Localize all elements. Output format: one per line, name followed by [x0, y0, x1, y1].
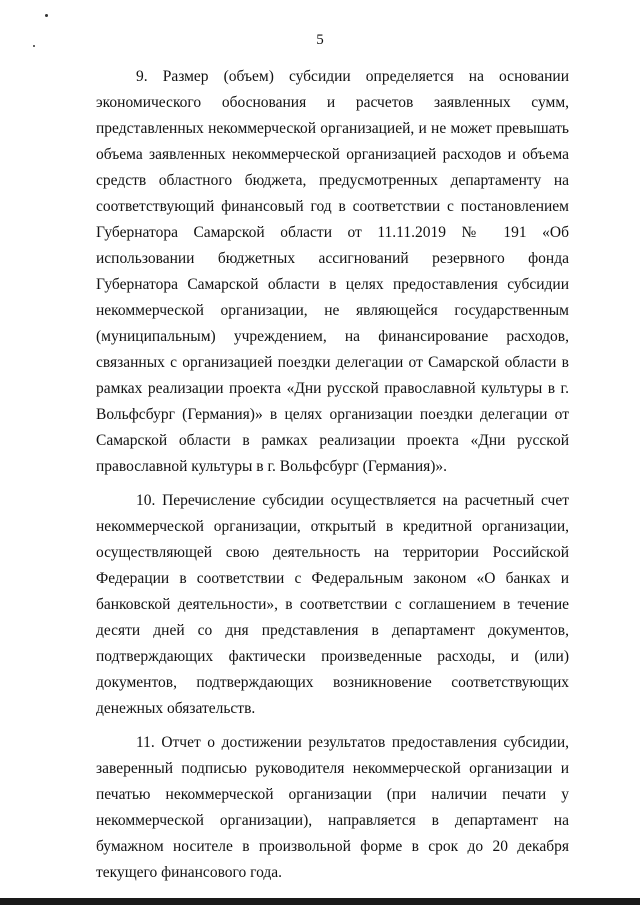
paragraph-10: 10. Перечисление субсидии осуществляется на расчетный счет некоммерческой организации, открытый в кредитной организации, осуществляющей свою деятельность на территории Российской Федерации в соответствии с Федеральным законом «О банках и банковской деятельности», в соответствии с соглашением в течение десяти дней со дня представления в департамент документов, подтверждающих фактически произведенные расходы, и (или) документов, подтверждающих возникновение соответствующих денежных обязательств.	[96, 492, 569, 717]
page-number: 5	[316, 32, 324, 48]
paragraph-11: 11. Отчет о достижении результатов предоставления субсидии, заверенный подписью руководителя некоммерческой организации и печатью некоммерческой организации (при наличии печати у некоммерческой организации), направляется в департамент на бумажном носителе в произвольной форме в срок до 20 декабря текущего финансового года.	[96, 734, 569, 881]
document-body	[96, 64, 569, 894]
scan-speck	[45, 14, 48, 17]
scan-border	[0, 898, 640, 905]
paragraph-9: 9. Размер (объем) субсидии определяется на основании экономического обоснования и расчетов заявленных сумм, представленных некоммерческой организацией, и не может превышать объема заявленных некоммерческой организацией расходов и объема средств областного бюджета, предусмотренных департаменту на соответствующий финансовый год в соответствии с постановлением Губернатора Самарской области от 11.11.2019 № 191 «Об использовании бюджетных ассигнований резервного фонда Губернатора Самарской области в целях предоставления субсидии некоммерческой организации, не являющейся государственным (муниципальным) учреждением, на финансирование расходов, связанных с организацией поездки делегации от Самарской области в рамках реализации проекта «Дни русской православной культуры в г. Вольфсбург (Германия)» в целях организации поездки делегации от Самарской области в рамках реализации проекта «Дни русской православной культуры в г. Вольфсбург (Германия)».	[96, 68, 569, 475]
